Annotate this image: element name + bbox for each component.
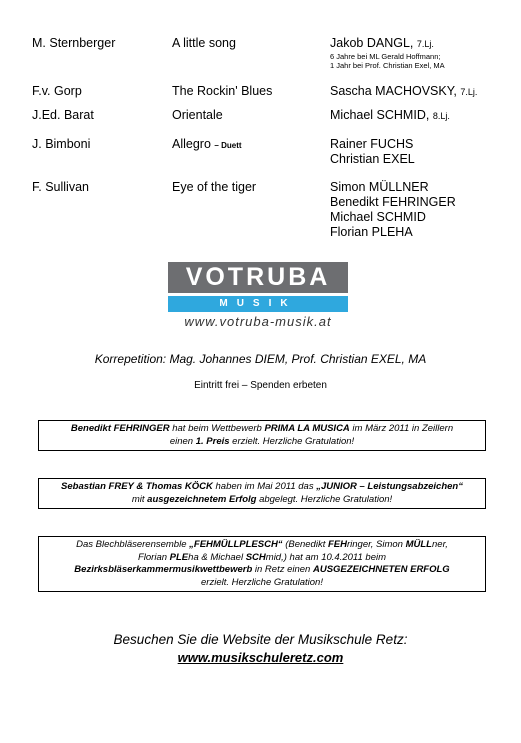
logo-url: www.votruba-musik.at [184, 314, 332, 329]
performers: Simon MÜLLNER Benedikt FEHRINGER Michael SCHMID Florian PLEHA [330, 180, 456, 239]
performers: Rainer FUCHS Christian EXEL [330, 137, 415, 166]
admission-note: Eintritt frei – Spenden erbeten [194, 380, 327, 391]
composer: F.v. Gorp [32, 84, 82, 98]
website-invitation: Besuchen Sie die Website der Musikschule Retz: [113, 632, 408, 647]
piece-title: Orientale [172, 108, 223, 122]
performer: Sascha MACHOVSKY, 7.Lj. [330, 84, 478, 98]
piece-title: A little song [172, 36, 236, 50]
piece-title: Allegro – Duett [172, 137, 242, 151]
composer: J. Bimboni [32, 137, 91, 151]
announcement-box-3: Das Blechbläserensemble „FEHMÜLLPLESCH“ (Benedikt FEHringer, Simon MÜLLner, Florian PLEha & Michael SCHmid,) hat am 10.4.2011 beim Bezirksbläserkammermusikwettbewerb in Retz einen AUSGEZEICHNETEN ERFOLG erzielt. Herzliche Gratulation! [38, 536, 486, 592]
korrepetition-line: Korrepetition: Mag. Johannes DIEM, Prof. Christian EXEL, MA [94, 352, 427, 366]
piece-title: Eye of the tiger [172, 180, 257, 194]
logo-brand: VOTRUBA [168, 262, 348, 293]
website-link[interactable]: www.musikschuleretz.com [177, 650, 344, 665]
performer: Michael SCHMID, 8.Lj. [330, 108, 450, 122]
votruba-logo [168, 262, 348, 329]
announcement-box-1: Benedikt FEHRINGER hat beim Wettbewerb PRIMA LA MUSICA im März 2011 in Zeillern einen 1. Preis erzielt. Herzliche Gratulation! [38, 420, 486, 451]
composer: F. Sullivan [32, 180, 89, 194]
announcement-box-2: Sebastian FREY & Thomas KÖCK haben im Mai 2011 das „JUNIOR – Leistungsabzeichen“ mit ausgezeichnetem Erfolg abgelegt. Herzliche Gratulation! [38, 478, 486, 509]
piece-title: The Rockin' Blues [172, 84, 273, 98]
performer: Jakob DANGL, 7.Lj. 6 Jahre bei ML Gerald Hoffmann; 1 Jahr bei Prof. Christian Exel, MA [330, 36, 445, 70]
composer: M. Sternberger [32, 36, 116, 50]
logo-subtitle: MUSIK [168, 296, 348, 312]
composer: J.Ed. Barat [32, 108, 94, 122]
